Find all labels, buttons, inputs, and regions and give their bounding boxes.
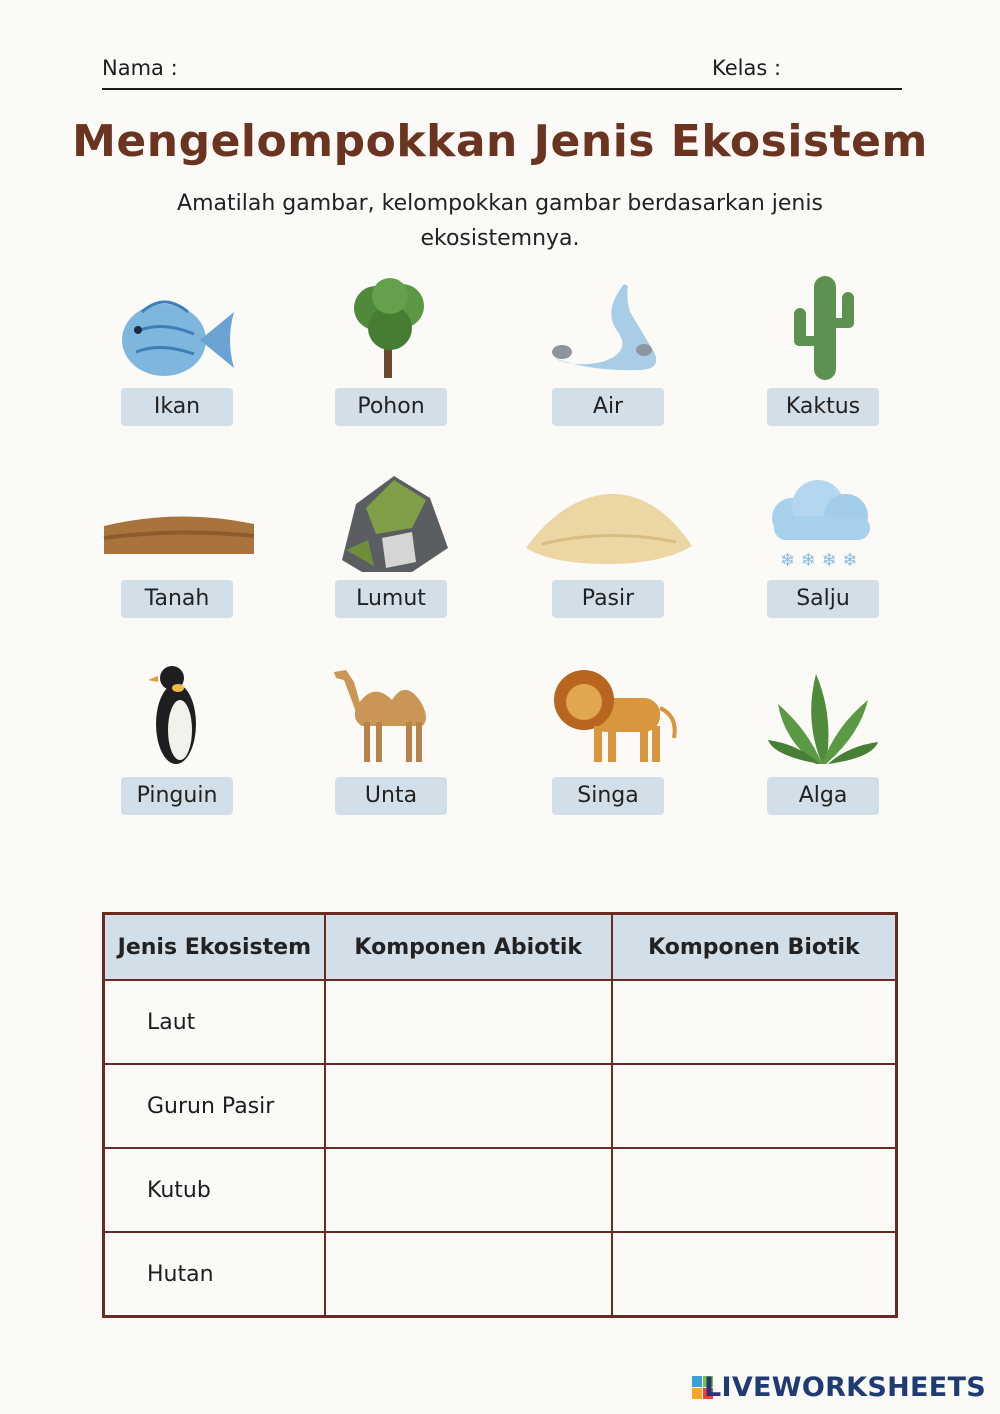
row-ecosystem-name: Laut	[104, 980, 325, 1064]
ecosystem-table	[102, 912, 898, 1318]
biotik-drop-zone[interactable]	[612, 980, 897, 1064]
name-label: Nama :	[102, 56, 178, 80]
header-komponen-abiotik: Komponen Abiotik	[325, 914, 612, 981]
name-class-line[interactable]	[102, 88, 902, 90]
row-ecosystem-name: Gurun Pasir	[104, 1064, 325, 1148]
label-ikan[interactable]: Ikan	[121, 388, 233, 426]
instruction-text: Amatilah gambar, kelompokkan gambar berdasarkan jenis ekosistemnya.	[177, 191, 823, 251]
label-pohon[interactable]: Pohon	[335, 388, 447, 426]
label-pasir[interactable]: Pasir	[552, 580, 664, 618]
label-pinguin[interactable]: Pinguin	[121, 777, 233, 815]
label-unta[interactable]: Unta	[335, 777, 447, 815]
abiotik-drop-zone[interactable]	[325, 1064, 612, 1148]
header-komponen-biotik: Komponen Biotik	[612, 914, 897, 981]
abiotik-drop-zone[interactable]	[325, 1148, 612, 1232]
page-title: Mengelompokkan Jenis Ekosistem	[72, 116, 928, 167]
table-row	[104, 1064, 897, 1148]
svg-text:❄ ❄ ❄ ❄: ❄ ❄ ❄ ❄	[780, 550, 858, 571]
biotik-drop-zone[interactable]	[612, 1232, 897, 1317]
label-air[interactable]: Air	[552, 388, 664, 426]
abiotik-drop-zone[interactable]	[325, 1232, 612, 1317]
header-jenis-ekosistem: Jenis Ekosistem	[104, 914, 325, 981]
biotik-drop-zone[interactable]	[612, 1148, 897, 1232]
label-singa[interactable]: Singa	[552, 777, 664, 815]
label-alga[interactable]: Alga	[767, 777, 879, 815]
label-tanah[interactable]: Tanah	[121, 580, 233, 618]
table-row	[104, 1232, 897, 1317]
class-label: Kelas :	[712, 56, 782, 80]
label-lumut[interactable]: Lumut	[335, 580, 447, 618]
row-ecosystem-name: Hutan	[104, 1232, 325, 1317]
label-salju[interactable]: Salju	[767, 580, 879, 618]
table-header-row	[104, 914, 897, 981]
label-kaktus[interactable]: Kaktus	[767, 388, 879, 426]
abiotik-drop-zone[interactable]	[325, 980, 612, 1064]
biotik-drop-zone[interactable]	[612, 1064, 897, 1148]
row-ecosystem-name: Kutub	[104, 1148, 325, 1232]
table-row	[104, 980, 897, 1064]
table-row	[104, 1148, 897, 1232]
brand-wordmark: LIVEWORKSHEETS	[703, 1372, 986, 1403]
